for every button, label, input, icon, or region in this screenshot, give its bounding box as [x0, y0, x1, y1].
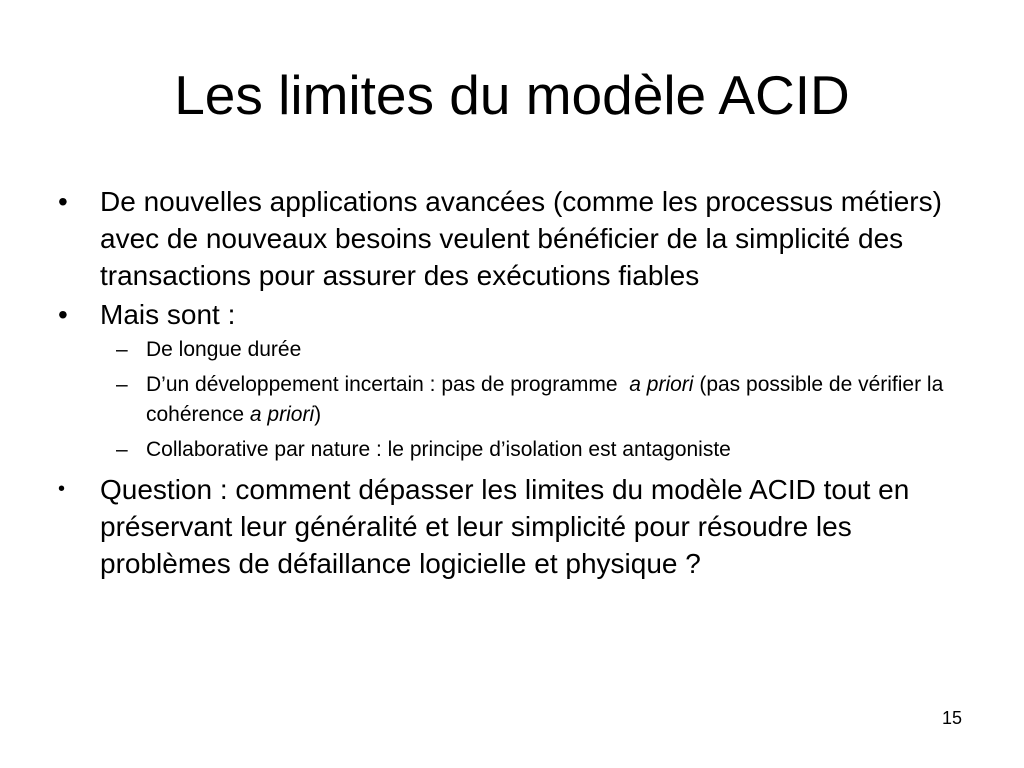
sub-bullet-text: Collaborative par nature : le principe d’isolation est antagoniste	[146, 438, 731, 461]
page-number: 15	[941, 708, 962, 728]
sub-bullet-text: D’un développement incertain : pas de programme	[146, 373, 618, 396]
sub-bullet-list	[58, 335, 978, 465]
dash-icon: –	[116, 373, 128, 396]
slide-body	[58, 183, 978, 584]
dash-icon: –	[116, 338, 128, 361]
dash-icon: –	[116, 438, 128, 461]
sub-bullet-item	[116, 335, 978, 365]
italic-term: a priori	[629, 373, 694, 396]
bullet-dot-icon: •	[58, 186, 68, 217]
bullet-text: De nouvelles applications avancées (comme les processus métiers) avec de nouveaux besoins veulent bénéficier de la simplicité des transactions pour assurer des exécutions fiables	[100, 186, 942, 291]
bullet-item	[58, 471, 978, 582]
bullet-item	[58, 183, 978, 294]
bullet-dot-icon: •	[58, 299, 68, 330]
bullet-text: Mais sont :	[100, 299, 236, 330]
bullet-item	[58, 296, 978, 333]
sub-bullet-text: )	[314, 403, 322, 426]
sub-bullet-text: (pas possible de vérifier la cohérence	[146, 373, 944, 426]
sub-bullet-item	[116, 370, 978, 430]
bullet-text: Question : comment dépasser les limites du modèle ACID tout en préservant leur généralité et leur simplicité pour résoudre les problèmes de défaillance logicielle et physique ?	[100, 474, 910, 579]
sub-bullet-text: De longue durée	[146, 338, 302, 361]
italic-term: a priori	[249, 403, 315, 426]
bullet-dot-icon: •	[58, 478, 66, 500]
slide-title: Les limites du modèle ACID	[174, 64, 850, 126]
sub-bullet-item	[116, 435, 978, 465]
